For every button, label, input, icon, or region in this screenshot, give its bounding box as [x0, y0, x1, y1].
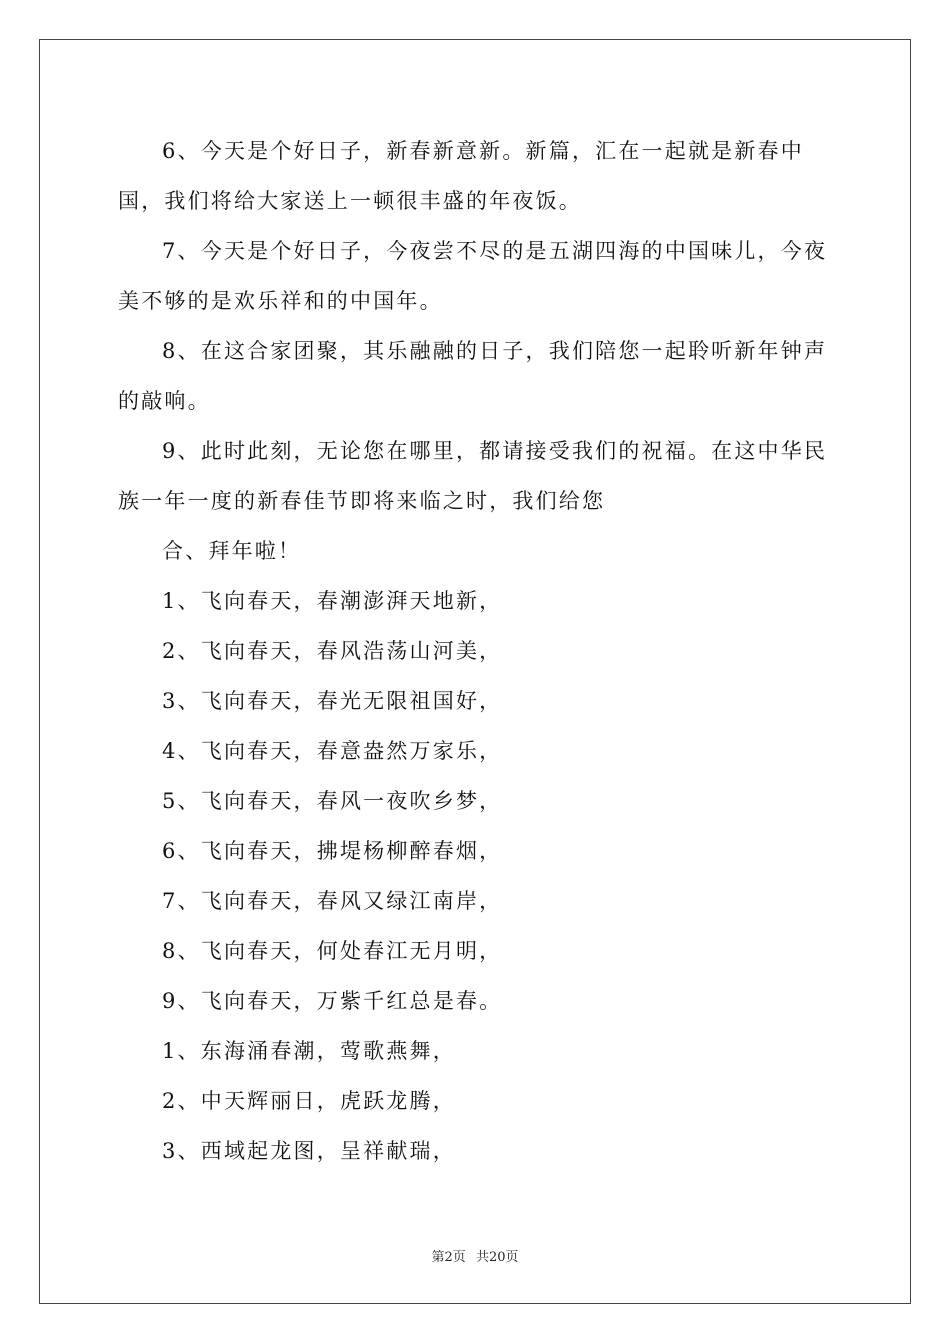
- list-item: 3、飞向春天，春光无限祖国好，: [162, 689, 503, 713]
- list-item: 1、飞向春天，春潮澎湃天地新，: [162, 589, 503, 613]
- paragraph: 8、在这合家团聚，其乐融融的日子，我们陪您一起聆听新年钟声的敲响。: [118, 339, 828, 413]
- list-item: 合、拜年啦！: [162, 539, 302, 563]
- list-item: 2、中天辉丽日，虎跃龙腾，: [162, 1089, 456, 1113]
- list-item: 3、西域起龙图，呈祥献瑞，: [162, 1139, 456, 1163]
- list-item: 1、东海涌春潮，莺歌燕舞，: [162, 1039, 456, 1063]
- list-item: 5、飞向春天，春风一夜吹乡梦，: [162, 789, 503, 813]
- document-body: [118, 126, 834, 1176]
- paragraph: 9、此时此刻，无论您在哪里，都请接受我们的祝福。在这中华民族一年一度的新春佳节即将来临之时，我们给您: [118, 439, 828, 513]
- list-item: 2、飞向春天，春风浩荡山河美，: [162, 639, 503, 663]
- list-item: 7、飞向春天，春风又绿江南岸，: [162, 889, 503, 913]
- list-item: 8、飞向春天，何处春江无月明，: [162, 939, 503, 963]
- list-item: 4、飞向春天，春意盎然万家乐，: [162, 739, 503, 763]
- page-total: 共20页: [475, 1250, 519, 1265]
- page-number: 第2页: [431, 1250, 466, 1265]
- paragraph: 6、今天是个好日子，新春新意新。新篇，汇在一起就是新春中国，我们将给大家送上一顿很丰盛的年夜饭。: [118, 139, 804, 213]
- page-footer: [0, 1246, 950, 1265]
- paragraph: 7、今天是个好日子，今夜尝不尽的是五湖四海的中国味儿，今夜美不够的是欢乐祥和的中国年。: [118, 239, 828, 313]
- list-item: 6、飞向春天，拂堤杨柳醉春烟，: [162, 839, 503, 863]
- list-item: 9、飞向春天，万紫千红总是春。: [162, 989, 503, 1013]
